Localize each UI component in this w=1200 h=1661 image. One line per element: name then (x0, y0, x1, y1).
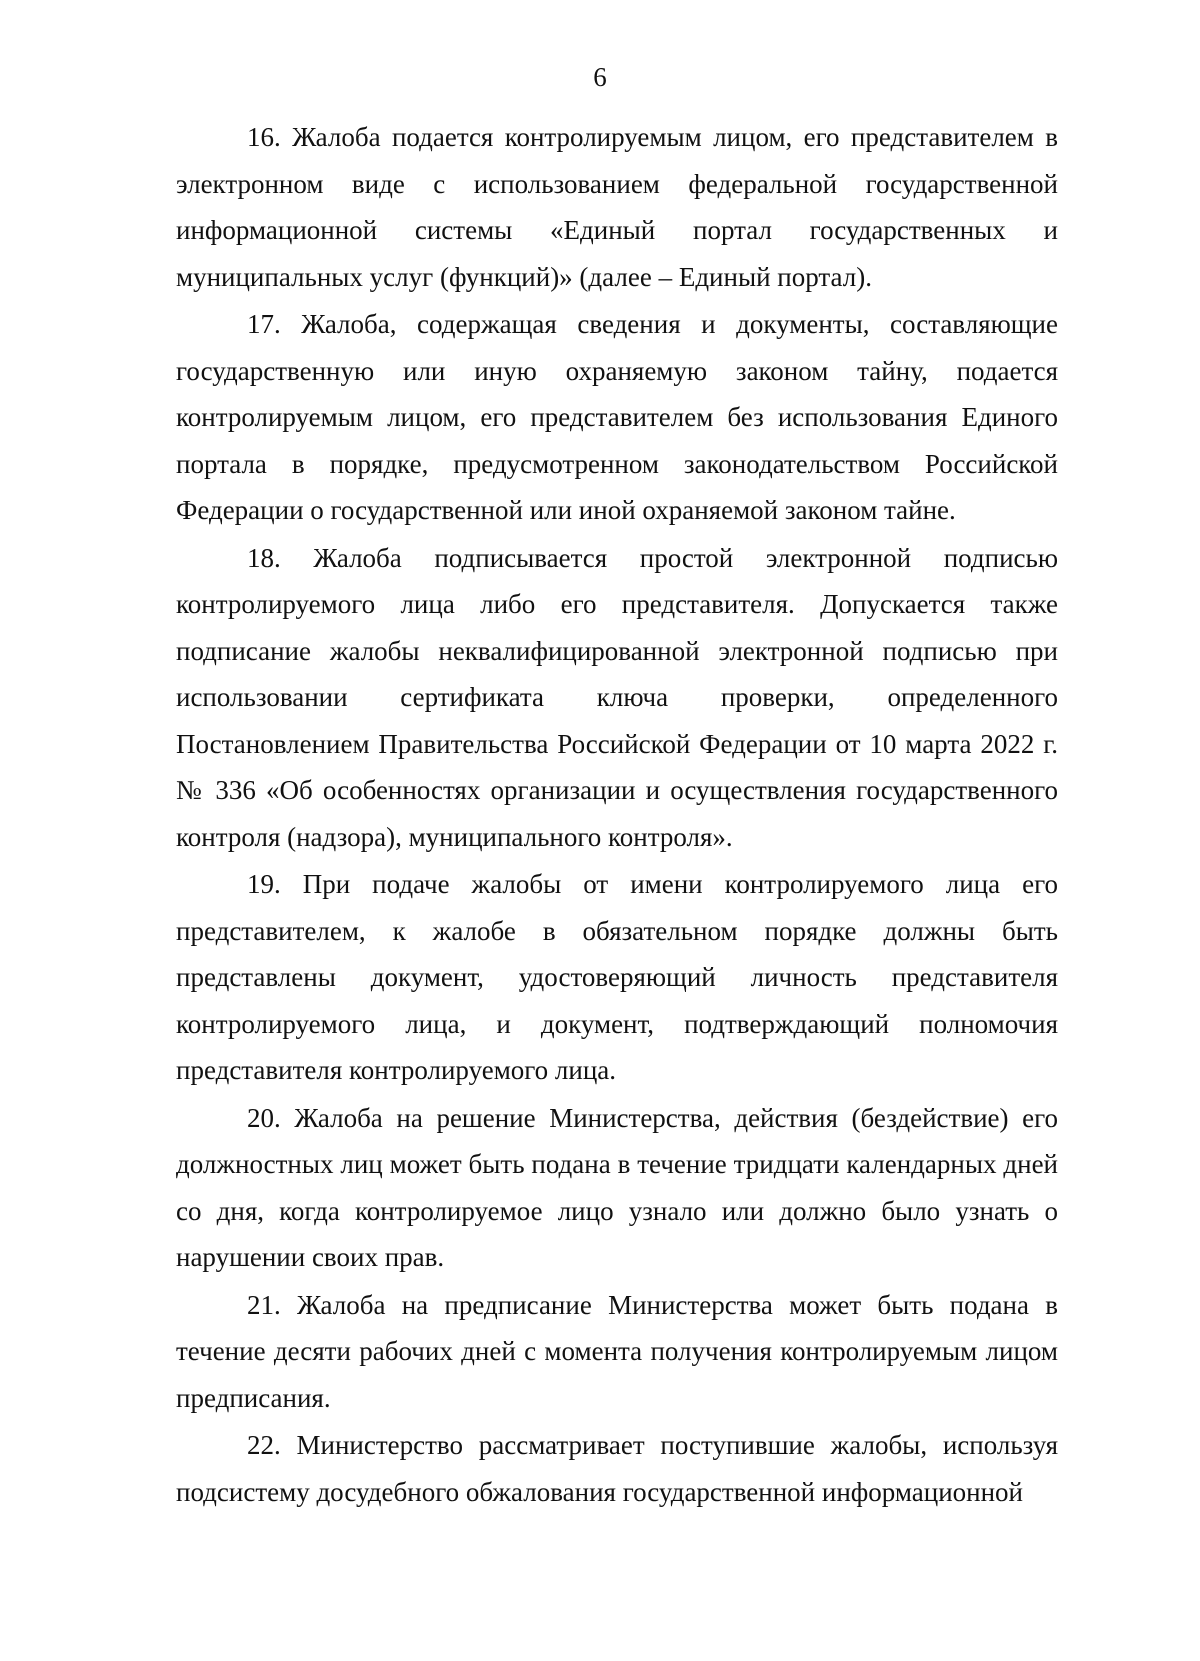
paragraph-17: 17. Жалоба, содержащая сведения и документы, составляющие государственную или иную охраняемую законом тайну, подается контролируемым лицом, его представителем без использования Единого портала в порядке, предусмотренном законодательством Российской Федерации о государственной или иной охраняемой законом тайне. (176, 309, 1058, 525)
paragraph-22: 22. Министерство рассматривает поступившие жалобы, используя подсистему досудебного обжалования государственной информационной (176, 1430, 1058, 1507)
paragraph-19: 19. При подаче жалобы от имени контролируемого лица его представителем, к жалобе в обязательном порядке должны быть представлены документ, удостоверяющий личность представителя контролируемого лица, и документ, подтверждающий полномочия представителя контролируемого лица. (176, 869, 1058, 1085)
paragraph-20: 20. Жалоба на решение Министерства, действия (бездействие) его должностных лиц может быть подана в течение тридцати календарных дней со дня, когда контролируемое лицо узнало или должно было узнать о нарушении своих прав. (176, 1102, 1058, 1272)
paragraph-16: 16. Жалоба подается контролируемым лицом, его представителем в электронном виде с использованием федеральной государственной информационной системы «Единый портал государственных и муниципальных услуг (функций)» (далее – Единый портал). (176, 122, 1058, 292)
document-body (176, 114, 1058, 1516)
paragraph-18: 18. Жалоба подписывается простой электронной подписью контролируемого лица либо его представителя. Допускается также подписание жалобы неквалифицированной электронной подписью при использовании сертификата ключа проверки, определенного Постановлением Правительства Российской Федерации от 10 марта 2022 г. № 336 «Об особенностях организации и осуществления государственного контроля (надзора), муниципального контроля». (176, 542, 1058, 852)
paragraph-21: 21. Жалоба на предписание Министерства может быть подана в течение десяти рабочих дней с момента получения контролируемым лицом предписания. (176, 1289, 1058, 1413)
page-number: 6 (593, 62, 607, 92)
